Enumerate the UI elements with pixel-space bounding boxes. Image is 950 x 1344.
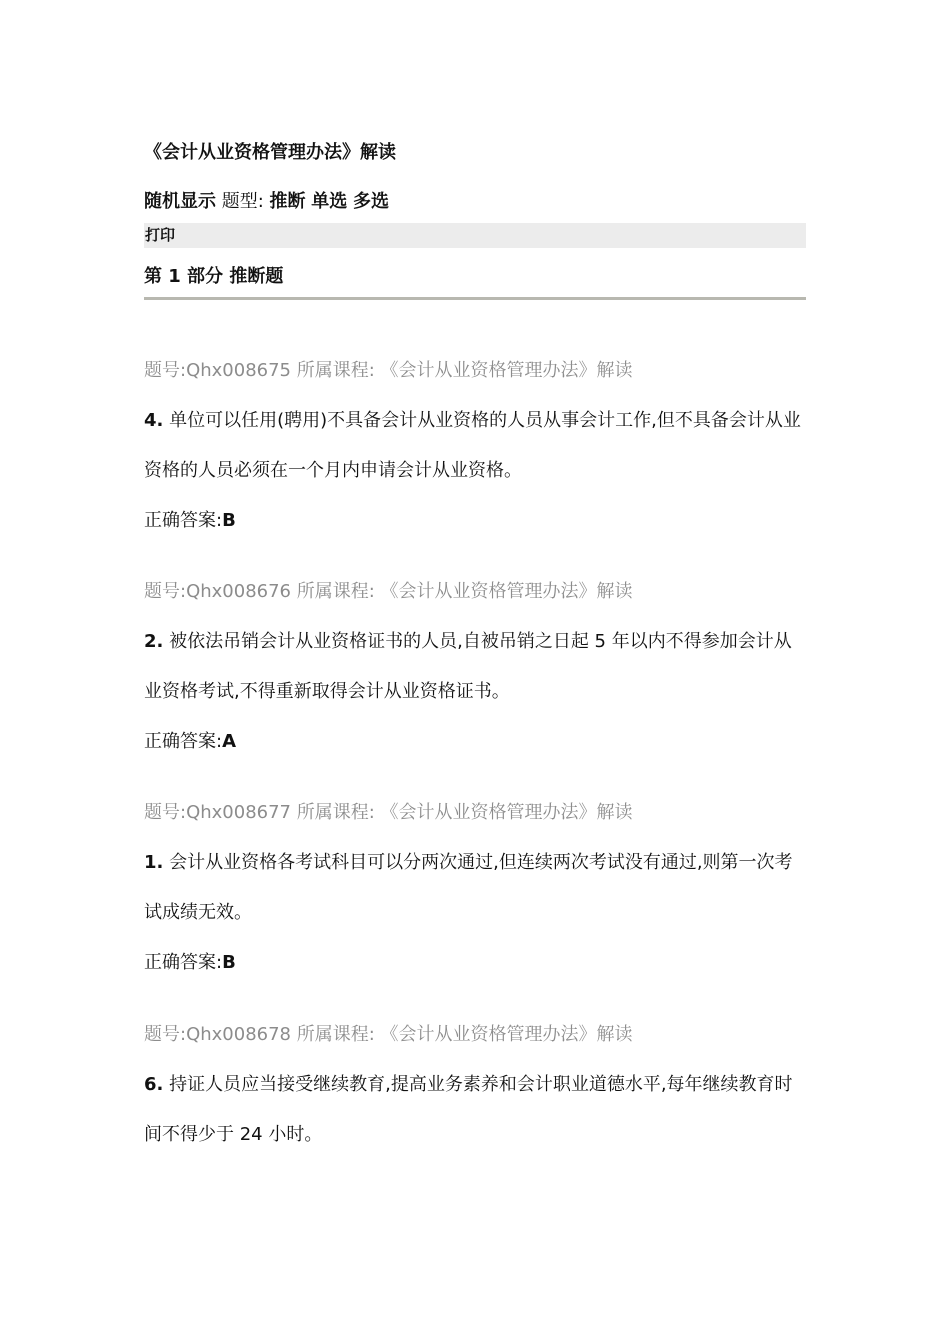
question-meta: 题号:Qhx008677 所属课程: 《会计从业资格管理办法》解读 xyxy=(144,802,633,823)
answer-value: B xyxy=(222,510,236,531)
question-body: 会计从业资格各考试科目可以分两次通过,但连续两次考试没有通过,则第一次考试成绩无效。 xyxy=(144,852,793,923)
answer-label: 正确答案: xyxy=(144,510,223,531)
question-filter-bar xyxy=(144,187,389,213)
question-answer xyxy=(144,496,806,546)
question-type-label: 题型: xyxy=(221,191,264,212)
answer-value: A xyxy=(222,731,237,752)
question-text xyxy=(144,1060,806,1160)
question-answer xyxy=(144,938,806,988)
question-body: 被依法吊销会计从业资格证书的人员,自被吊销之日起 5 年以内不得参加会计从业资格考试,不得重新取得会计从业资格证书。 xyxy=(144,631,792,702)
question-text xyxy=(144,838,806,938)
print-link[interactable]: 打印 xyxy=(145,226,176,244)
answer-label: 正确答案: xyxy=(144,731,223,752)
question-number: 4. xyxy=(144,410,164,431)
question-item xyxy=(144,800,806,988)
section-divider xyxy=(144,297,806,300)
question-number: 1. xyxy=(144,852,164,873)
question-answer xyxy=(144,717,806,767)
question-meta: 题号:Qhx008676 所属课程: 《会计从业资格管理办法》解读 xyxy=(144,581,633,602)
print-bar xyxy=(144,223,806,248)
question-number: 2. xyxy=(144,631,164,652)
document-title: 《会计从业资格管理办法》解读 xyxy=(144,142,396,163)
question-item xyxy=(144,579,806,767)
answer-value: B xyxy=(222,952,236,973)
section-title: 第 1 部分 推断题 xyxy=(144,266,284,287)
question-item xyxy=(144,358,806,546)
random-display-link[interactable]: 随机显示 xyxy=(144,191,216,212)
question-body: 持证人员应当接受继续教育,提高业务素养和会计职业道德水平,每年继续教育时间不得少于 24 小时。 xyxy=(144,1074,793,1145)
question-number: 6. xyxy=(144,1074,164,1095)
question-meta: 题号:Qhx008675 所属课程: 《会计从业资格管理办法》解读 xyxy=(144,360,633,381)
answer-label: 正确答案: xyxy=(144,952,223,973)
question-text xyxy=(144,617,806,717)
question-item xyxy=(144,1022,806,1160)
type-multiple-choice-link[interactable]: 多选 xyxy=(353,191,390,212)
question-text xyxy=(144,396,806,496)
question-body: 单位可以任用(聘用)不具备会计从业资格的人员从事会计工作,但不具备会计从业资格的人员必须在一个月内申请会计从业资格。 xyxy=(144,410,801,481)
type-judgment-link[interactable]: 推断 xyxy=(269,191,306,212)
question-meta: 题号:Qhx008678 所属课程: 《会计从业资格管理办法》解读 xyxy=(144,1024,633,1045)
type-single-choice-link[interactable]: 单选 xyxy=(311,191,348,212)
